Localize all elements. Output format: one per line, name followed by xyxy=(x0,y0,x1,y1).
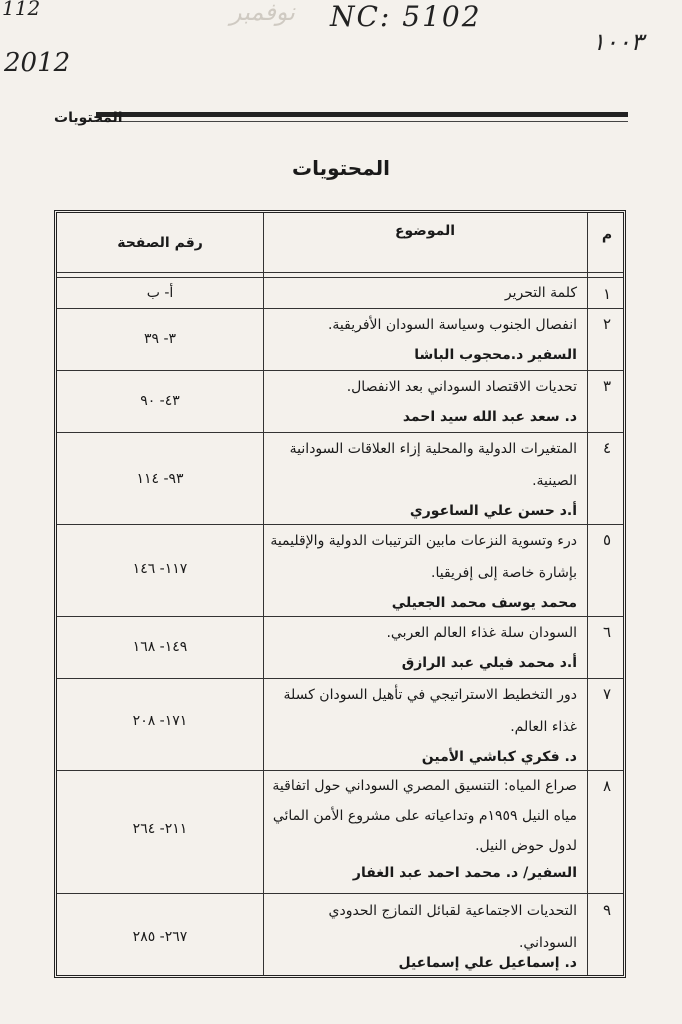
row-author: أ.د محمد فيلي عبد الرازق xyxy=(401,655,577,671)
row-number: ٤ xyxy=(602,439,612,457)
column-divider xyxy=(263,213,264,975)
row-divider xyxy=(57,616,623,617)
row-number: ٧ xyxy=(602,685,612,703)
row-title: السودان سلة غذاء العالم العربي. xyxy=(386,625,577,641)
row-divider xyxy=(57,308,623,309)
row-title: صراع المياه: التنسيق المصري السوداني حول اتفاقية مياه النيل ١٩٥٩م وتداعياته على مشروع الأمن المائي لدول حوض النيل. xyxy=(272,778,577,854)
row-pages: ٩٣- ١١٤ xyxy=(136,471,184,487)
row-number: ١ xyxy=(602,285,612,303)
row-divider xyxy=(57,893,623,894)
row-pages: ١٧١- ٢٠٨ xyxy=(132,713,188,729)
row-author: د. إسماعيل علي إسماعيل xyxy=(398,955,577,971)
row-pages: ١٤٩- ١٦٨ xyxy=(132,639,188,655)
page-title: المحتويات xyxy=(291,156,390,180)
row-number: ٩ xyxy=(602,901,612,919)
row-divider xyxy=(57,370,623,371)
running-header-label: المحتويات xyxy=(54,110,123,126)
row-author: السفير/ د. محمد احمد عبد الغفار xyxy=(352,865,577,881)
row-number: ٣ xyxy=(602,377,612,395)
row-number: ٥ xyxy=(602,531,612,549)
header-pages: رقم الصفحة xyxy=(117,235,203,251)
row-number: ٨ xyxy=(602,777,612,795)
handwritten-year: 2012 xyxy=(4,48,71,78)
header-number: م xyxy=(601,227,613,243)
contents-table xyxy=(54,210,626,978)
row-pages: ٤٣- ٩٠ xyxy=(140,393,180,409)
row-title: كلمة التحرير xyxy=(504,285,577,301)
handwritten-page-mark: ١٠٠٣ xyxy=(592,28,644,56)
row-title: تحديات الاقتصاد السوداني بعد الانفصال. xyxy=(346,379,577,395)
header-rule xyxy=(96,112,628,117)
row-pages: ٢١١- ٢٦٤ xyxy=(132,821,188,837)
row-author: د. فكري كباشي الأمين xyxy=(421,749,577,765)
row-title: دور التخطيط الاستراتيجي في تأهيل السودان كسلة غذاء العالم. xyxy=(283,687,577,735)
header-divider xyxy=(57,272,623,278)
row-title: درء وتسوية النزعات مابين الترتيبات الدولية والإقليمية بإشارة خاصة إلى إفريقيا. xyxy=(270,533,577,581)
row-author: أ.د حسن علي الساعوري xyxy=(409,503,577,519)
row-pages: أ- ب xyxy=(146,285,174,301)
row-title: التحديات الاجتماعية لقبائل التمازج الحدودي السوداني. xyxy=(328,903,577,951)
row-title: المتغيرات الدولية والمحلية إزاء العلاقات السودانية الصينية. xyxy=(289,441,577,489)
header-topic: الموضوع xyxy=(394,223,456,239)
header-rule-thin xyxy=(96,121,628,122)
row-number: ٢ xyxy=(602,315,612,333)
row-pages: ٢٦٧- ٢٨٥ xyxy=(132,929,188,945)
row-author: محمد يوسف محمد الجعيلي xyxy=(391,595,577,611)
handwritten-code: NC: 5102 xyxy=(330,0,482,33)
row-number: ٦ xyxy=(602,623,612,641)
handwritten-number: 112 xyxy=(2,0,41,20)
row-author: د. سعد عبد الله سيد احمد xyxy=(402,409,577,425)
row-pages: ١١٧- ١٤٦ xyxy=(132,561,188,577)
row-pages: ٣- ٣٩ xyxy=(143,331,177,347)
row-title: انفصال الجنوب وسياسة السودان الأفريقية. xyxy=(327,317,577,333)
row-author: السفير د.محجوب الباشا xyxy=(414,347,577,363)
faint-handwriting: نوفمبر xyxy=(230,0,295,26)
